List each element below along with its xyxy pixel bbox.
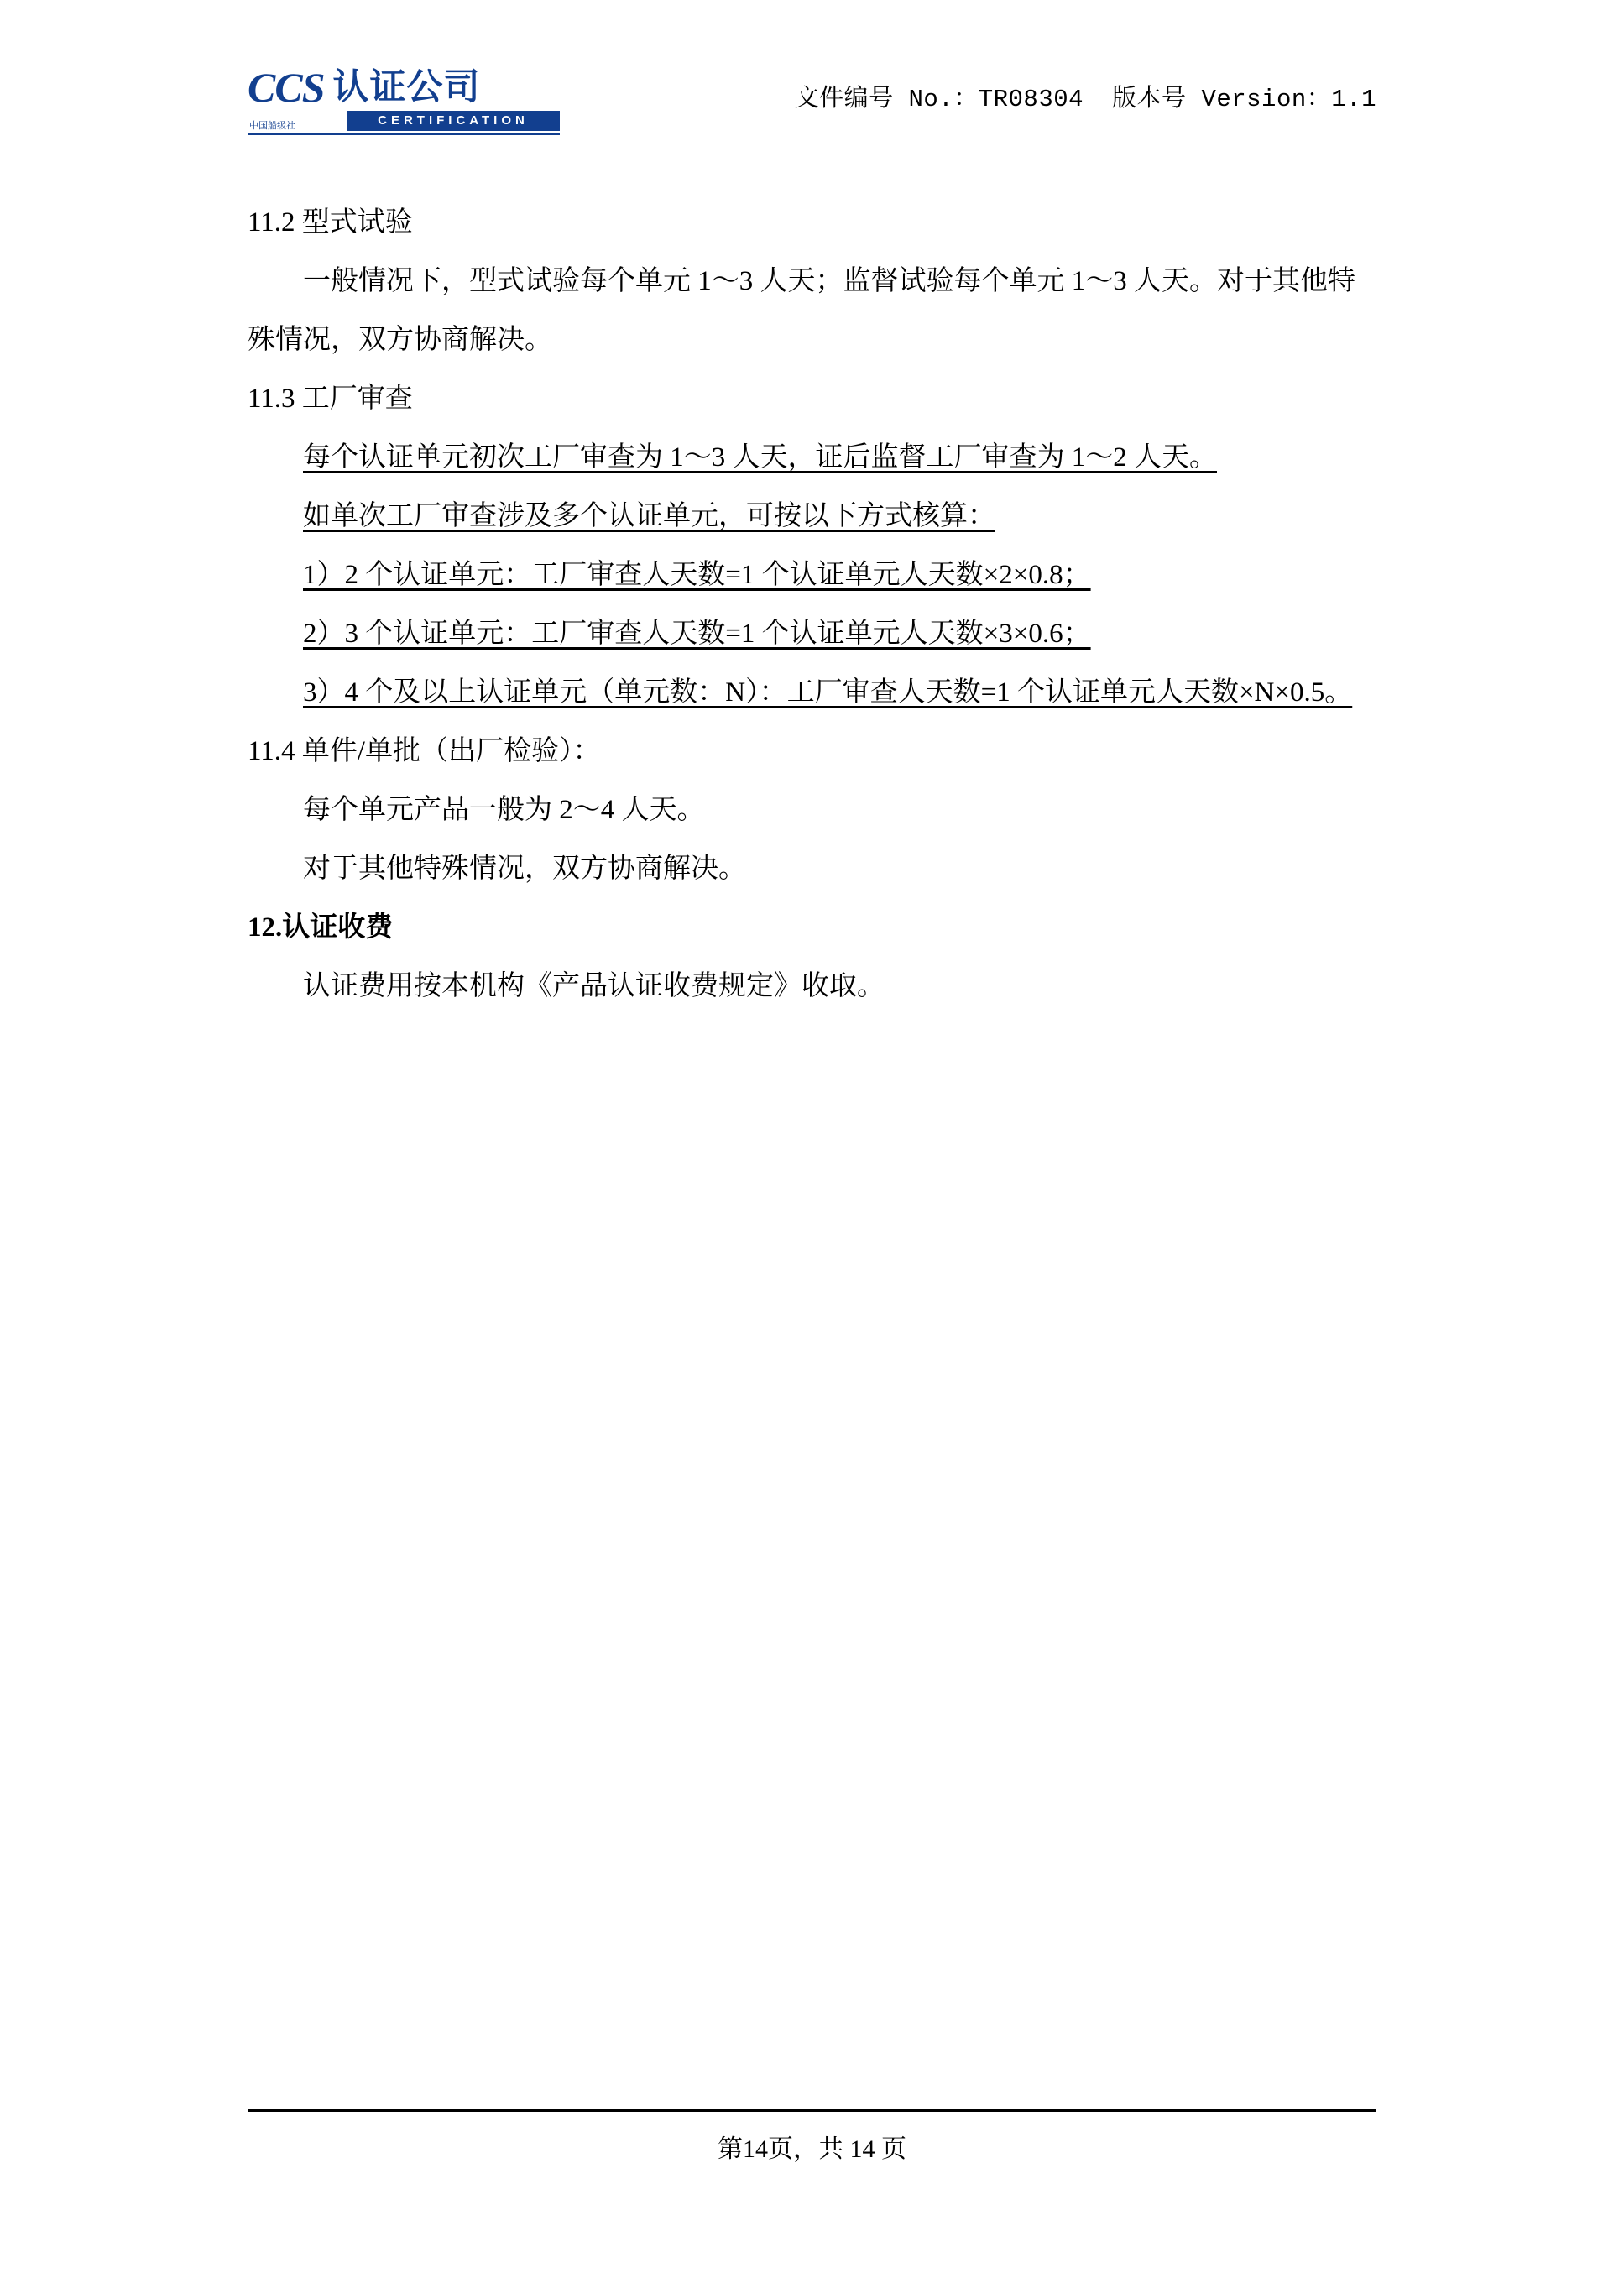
version-value: 1.1 [1331,86,1376,113]
page-header [248,65,1376,141]
footer-divider [248,2109,1376,2112]
paragraph-12: 认证费用按本机构《产品认证收费规定》收取。 [303,971,885,1001]
list-item-11-3-3 [248,663,1376,722]
list-item-11-3-1-text: 1）2 个认证单元：工厂审查人天数=1 个认证单元人天数×2×0.8； [303,560,1091,590]
doc-no-label: 文件编号 No.： [794,86,979,113]
footer-page-number: 第14页，共 14 页 [718,2135,906,2163]
list-item-11-3-1 [248,546,1376,604]
version-label: 版本号 Version： [1112,86,1332,113]
logo-mark-text: CCS [248,64,325,111]
heading-11-4: 11.4 单件/单批（出厂检验）： [248,736,601,766]
logo-certification-bar: CERTIFICATION [347,111,560,131]
paragraph-11-3-line-1-text: 每个认证单元初次工厂审查为 1～3 人天，证后监督工厂审查为 1～2 人天。 [303,442,1217,473]
heading-11-2: 11.2 型式试验 [248,207,413,238]
logo-sub-cn: 中国船级社 [249,121,295,131]
logo-underline-rule [248,133,560,135]
document-body [248,193,1376,1016]
doc-no-value: TR08304 [978,86,1084,113]
paragraph-11-4-line-2: 对于其他特殊情况，双方协商解决。 [303,854,746,884]
logo-company-cn: 认证公司 [332,67,481,107]
logo-subrow [248,111,560,133]
paragraph-11-3-line-1 [248,428,1376,487]
paragraph-11-3-line-2-text: 如单次工厂审查涉及多个认证单元，可按以下方式核算： [303,501,995,531]
ccs-logo [248,65,567,136]
paragraph-11-2: 一般情况下，型式试验每个单元 1～3 人天；监督试验每个单元 1～3 人天。对于其他特殊情况，双方协商解决。 [248,266,1355,355]
paragraph-11-4-line-1: 每个单元产品一般为 2～4 人天。 [303,795,705,825]
heading-12: 12.认证收费 [248,912,394,943]
header-document-info [795,79,1376,113]
paragraph-11-3-line-2 [248,487,1376,546]
list-item-11-3-2 [248,604,1376,663]
list-item-11-3-3-text: 3）4 个及以上认证单元（单元数：N）：工厂审查人天数=1 个认证单元人天数×N×0.5。 [303,677,1353,708]
list-item-11-3-2-text: 2）3 个认证单元：工厂审查人天数=1 个认证单元人天数×3×0.6； [303,619,1091,649]
heading-11-3: 11.3 工厂审查 [248,384,413,414]
